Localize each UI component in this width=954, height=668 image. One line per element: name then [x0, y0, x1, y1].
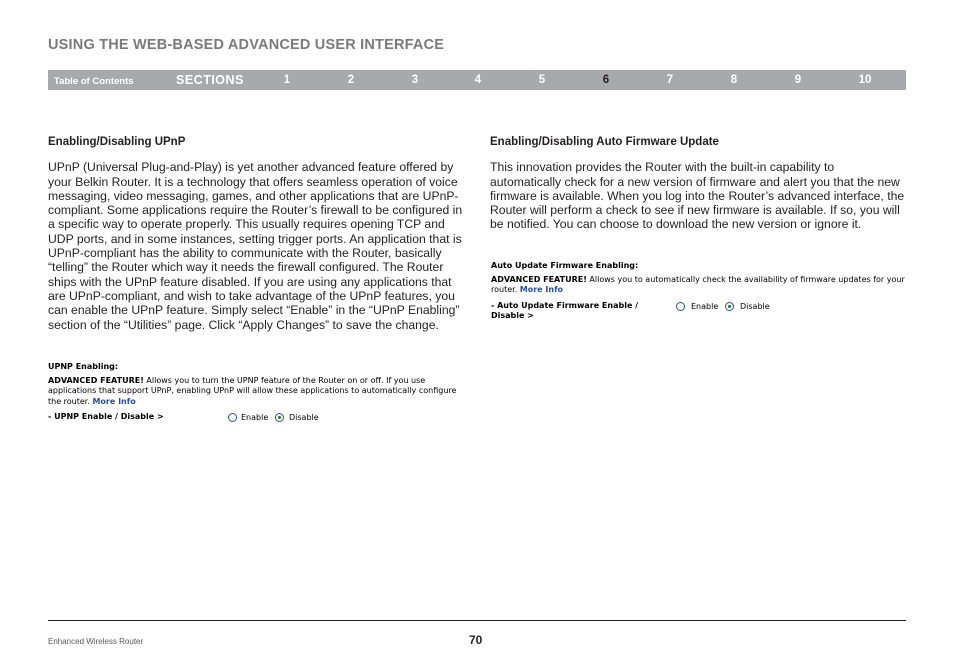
section-link-3[interactable]: 3 [411, 74, 419, 86]
upnp-more-info-link[interactable]: More Info [92, 396, 136, 406]
footer-product-name: Enhanced Wireless Router [48, 637, 144, 646]
auto-firmware-toggle-label-line2: Disable > [491, 311, 534, 320]
upnp-section [48, 135, 466, 332]
upnp-disable-radio[interactable] [275, 413, 284, 422]
section-link-8[interactable]: 8 [730, 74, 738, 86]
section-link-7[interactable]: 7 [666, 74, 674, 86]
section-link-2[interactable]: 2 [347, 74, 355, 86]
auto-firmware-settings-panel [491, 261, 909, 323]
advanced-feature-label: ADVANCED FEATURE! [491, 274, 587, 284]
auto-firmware-heading: Enabling/Disabling Auto Firmware Update [490, 136, 719, 148]
upnp-heading: Enabling/Disabling UPnP [48, 136, 186, 148]
upnp-enable-label: Enable [241, 413, 269, 422]
section-link-9[interactable]: 9 [794, 74, 802, 86]
auto-firmware-enable-radio[interactable] [676, 302, 685, 311]
upnp-description-text: Allows you to turn the UPNP feature of the Router on or off. If you use applications that support UPnP, enabling UPnP will allow these applications to automatically configure the router. [48, 375, 457, 406]
section-link-4[interactable]: 4 [474, 74, 482, 86]
upnp-panel-title: UPNP Enabling: [48, 362, 119, 371]
auto-firmware-enable-label: Enable [691, 301, 719, 311]
auto-firmware-toggle-label [491, 301, 638, 322]
upnp-disable-label: Disable [289, 413, 319, 422]
table-of-contents-link[interactable]: Table of Contents [54, 76, 134, 87]
section-link-1[interactable]: 1 [283, 74, 291, 86]
upnp-feature-description [48, 376, 468, 408]
auto-firmware-feature-description [491, 275, 909, 296]
sections-label: SECTIONS [176, 73, 244, 87]
section-link-5[interactable]: 5 [538, 74, 546, 86]
auto-firmware-section [490, 135, 906, 232]
section-nav-bar [48, 70, 906, 90]
auto-firmware-disable-label: Disable [740, 301, 770, 311]
auto-firmware-toggle-row [491, 301, 909, 323]
upnp-settings-panel [48, 362, 468, 434]
upnp-enable-radio[interactable] [228, 413, 237, 422]
upnp-toggle-label: - UPNP Enable / Disable > [48, 412, 164, 421]
auto-firmware-body-text: This innovation provides the Router with the built-in capability to automatically check for a new version of firmware and alert you that the new firmware is available. When you log into the Router’s advanced interface, the Router will perform a check to see if new firmware is available. If so, you will be notified. You can choose to download the new version or ignore it. [490, 160, 905, 232]
auto-firmware-description-text: Allows you to automatically check the availability of firmware updates for your router. [491, 274, 905, 294]
auto-firmware-toggle-label-line1: - Auto Update Firmware Enable / [491, 300, 639, 310]
upnp-toggle-row [48, 412, 468, 434]
upnp-body-text: UPnP (Universal Plug-and-Play) is yet another advanced feature offered by your Belkin Router. It is a technology that offers seamless operation of voice messaging, video messaging, games, and other applications that are UPnP-compliant. Some applications require the Router’s firewall to be configured in a specific way to operate properly. This usually requires opening TCP and UDP ports, and in some instances, setting trigger ports. An application that is UPnP-compliant has the ability to communicate with the Router, basically “telling” the Router which way it needs the firewall configured. The Router ships with the UPnP feature disabled. If you are using any applications that are UPnP-compliant, and wish to take advantage of the UPnP features, you can enable the UPnP feature. Simply select “Enable” in the “UPnP Enabling” section of the “Utilities” page. Click “Apply Changes” to save the change. [48, 160, 463, 332]
page-number: 70 [469, 633, 483, 647]
footer-divider [48, 620, 906, 621]
auto-firmware-panel-title: Auto Update Firmware Enabling: [491, 261, 639, 270]
advanced-feature-label: ADVANCED FEATURE! [48, 375, 144, 385]
section-link-6-active[interactable]: 6 [602, 74, 610, 86]
auto-firmware-disable-radio[interactable] [725, 302, 734, 311]
page-section-title: USING THE WEB-BASED ADVANCED USER INTERFACE [48, 37, 445, 53]
section-link-10[interactable]: 10 [858, 74, 872, 86]
auto-firmware-more-info-link[interactable]: More Info [519, 285, 564, 294]
